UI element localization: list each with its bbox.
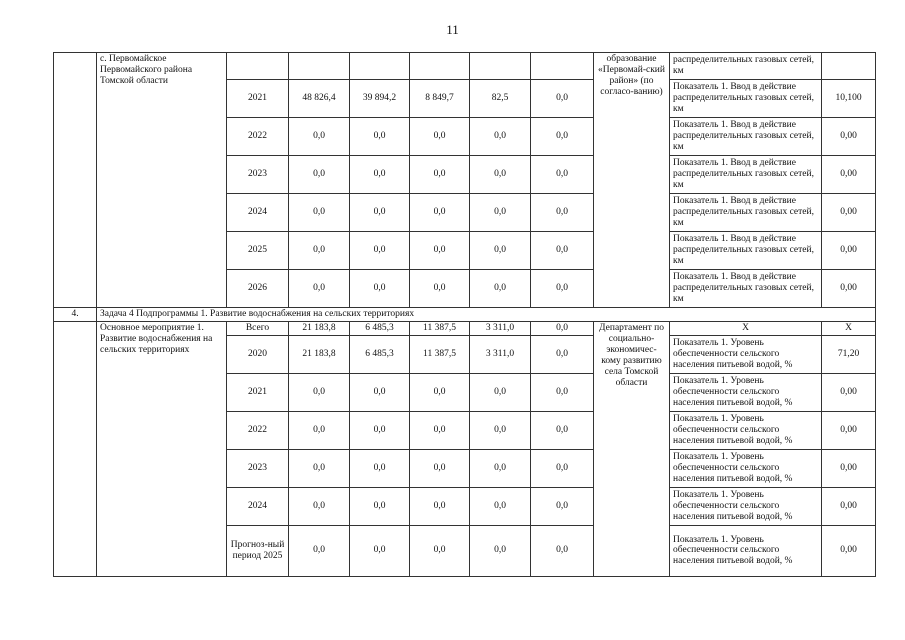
year-cell: 2024	[227, 194, 289, 232]
value-cell: 0,0	[350, 525, 410, 576]
value-cell: 0,0	[470, 487, 531, 525]
task-number: 4.	[54, 308, 97, 322]
value-cell: 0,0	[531, 156, 594, 194]
value-cell: 0,0	[531, 335, 594, 373]
value-cell: 0,0	[531, 525, 594, 576]
indicator-value-cell: 71,20	[822, 335, 876, 373]
table-row	[54, 53, 876, 80]
value-cell: 0,0	[350, 270, 410, 308]
value-cell: 0,0	[350, 156, 410, 194]
value-cell: 0,0	[470, 449, 531, 487]
value-cell: 0,0	[289, 525, 350, 576]
indicator-value-cell: 0,00	[822, 270, 876, 308]
indicator-cell: Показатель 1. Уровень обеспеченности сельского населения питьевой водой, %	[670, 525, 822, 576]
value-cell: 0,0	[531, 322, 594, 336]
indicator-value-cell: 0,00	[822, 449, 876, 487]
indicator-value-cell: 0,00	[822, 411, 876, 449]
object-cell: с. Первомайское Первомайского района Томской области	[97, 53, 227, 308]
value-cell: 0,0	[289, 449, 350, 487]
indicator-cell: Показатель 1. Ввод в действие распределительных газовых сетей, км	[670, 270, 822, 308]
value-cell: 3 311,0	[470, 322, 531, 336]
indicator-value-cell: 0,00	[822, 194, 876, 232]
value-cell: 0,0	[350, 232, 410, 270]
executor-cell: Департамент по социально-экономичес-кому развитию села Томской области	[594, 322, 670, 577]
value-cell: 0,0	[531, 449, 594, 487]
page-number: 11	[446, 22, 459, 37]
value-cell: 0,0	[289, 194, 350, 232]
value-cell: 0,0	[410, 194, 470, 232]
value-cell	[410, 53, 470, 80]
value-cell: 0,0	[470, 270, 531, 308]
task-title: Задача 4 Подпрограммы 1. Развитие водоснабжения на сельских территориях	[97, 308, 876, 322]
year-cell: 2022	[227, 411, 289, 449]
value-cell: 0,0	[350, 411, 410, 449]
year-cell: 2022	[227, 118, 289, 156]
value-cell: 0,0	[470, 525, 531, 576]
indicator-value-cell: 0,00	[822, 487, 876, 525]
value-cell: 0,0	[531, 373, 594, 411]
value-cell: 0,0	[289, 118, 350, 156]
value-cell: 0,0	[289, 156, 350, 194]
year-cell: 2024	[227, 487, 289, 525]
value-cell	[350, 53, 410, 80]
table-row	[54, 322, 876, 336]
year-cell: 2026	[227, 270, 289, 308]
year-cell: Всего	[227, 322, 289, 336]
value-cell: 0,0	[410, 156, 470, 194]
value-cell: 21 183,8	[289, 322, 350, 336]
year-cell: Прогноз-ный период 2025	[227, 525, 289, 576]
value-cell: 0,0	[531, 194, 594, 232]
value-cell: 0,0	[289, 232, 350, 270]
value-cell: 0,0	[531, 270, 594, 308]
year-cell: 2021	[227, 80, 289, 118]
executor-cell: образование «Первомай-ский район» (по согласо-ванию)	[594, 53, 670, 308]
value-cell: 0,0	[289, 373, 350, 411]
num-cell	[54, 322, 97, 577]
value-cell: 11 387,5	[410, 335, 470, 373]
value-cell: 0,0	[350, 373, 410, 411]
value-cell: 0,0	[470, 373, 531, 411]
indicator-cell: Показатель 1. Уровень обеспеченности сельского населения питьевой водой, %	[670, 335, 822, 373]
value-cell: 0,0	[531, 80, 594, 118]
value-cell: 82,5	[470, 80, 531, 118]
indicator-value-cell: 0,00	[822, 525, 876, 576]
year-cell: 2025	[227, 232, 289, 270]
value-cell: 0,0	[470, 118, 531, 156]
value-cell: 0,0	[410, 449, 470, 487]
indicator-cell: Показатель 1. Уровень обеспеченности сельского населения питьевой водой, %	[670, 373, 822, 411]
program-table	[53, 52, 876, 577]
value-cell: 0,0	[410, 487, 470, 525]
value-cell: 0,0	[470, 194, 531, 232]
indicator-cell: Показатель 1. Уровень обеспеченности сельского населения питьевой водой, %	[670, 487, 822, 525]
indicator-cell: Показатель 1. Ввод в действие распределительных газовых сетей, км	[670, 194, 822, 232]
indicator-cell: Показатель 1. Ввод в действие распределительных газовых сетей, км	[670, 156, 822, 194]
indicator-value-cell: 0,00	[822, 232, 876, 270]
value-cell: 0,0	[350, 194, 410, 232]
indicator-value-cell: 0,00	[822, 156, 876, 194]
value-cell: 0,0	[289, 487, 350, 525]
year-cell: 2023	[227, 156, 289, 194]
value-cell: 48 826,4	[289, 80, 350, 118]
indicator-value-cell: Х	[822, 322, 876, 336]
value-cell: 8 849,7	[410, 80, 470, 118]
value-cell: 0,0	[470, 232, 531, 270]
task-row	[54, 308, 876, 322]
indicator-cell: Показатель 1. Ввод в действие распределительных газовых сетей, км	[670, 232, 822, 270]
value-cell: 0,0	[410, 118, 470, 156]
value-cell: 0,0	[410, 525, 470, 576]
value-cell: 0,0	[410, 373, 470, 411]
indicator-cell: Показатель 1. Ввод в действие распределительных газовых сетей, км	[670, 118, 822, 156]
value-cell: 0,0	[531, 411, 594, 449]
value-cell: 0,0	[410, 270, 470, 308]
value-cell	[289, 53, 350, 80]
value-cell: 6 485,3	[350, 335, 410, 373]
value-cell: 0,0	[410, 232, 470, 270]
value-cell: 11 387,5	[410, 322, 470, 336]
event-cell: Основное мероприятие 1. Развитие водоснабжения на сельских территориях	[97, 322, 227, 577]
indicator-cell: Показатель 1. Ввод в действие распределительных газовых сетей, км	[670, 80, 822, 118]
indicator-value-cell: 0,00	[822, 118, 876, 156]
value-cell: 0,0	[350, 449, 410, 487]
year-cell: 2020	[227, 335, 289, 373]
indicator-value-cell: 0,00	[822, 373, 876, 411]
value-cell	[470, 53, 531, 80]
value-cell	[531, 53, 594, 80]
indicator-cell: Показатель 1. Уровень обеспеченности сельского населения питьевой водой, %	[670, 411, 822, 449]
value-cell: 0,0	[289, 411, 350, 449]
value-cell: 0,0	[350, 487, 410, 525]
indicator-cell: Показатель 1. Уровень обеспеченности сельского населения питьевой водой, %	[670, 449, 822, 487]
indicator-value-cell	[822, 53, 876, 80]
indicator-value-cell: 10,100	[822, 80, 876, 118]
value-cell: 0,0	[531, 487, 594, 525]
value-cell: 0,0	[531, 118, 594, 156]
value-cell: 0,0	[531, 232, 594, 270]
year-cell: 2023	[227, 449, 289, 487]
value-cell: 21 183,8	[289, 335, 350, 373]
year-cell	[227, 53, 289, 80]
value-cell: 3 311,0	[470, 335, 531, 373]
num-cell	[54, 53, 97, 308]
value-cell: 0,0	[410, 411, 470, 449]
indicator-cell: Х	[670, 322, 822, 336]
value-cell: 39 894,2	[350, 80, 410, 118]
value-cell: 0,0	[289, 270, 350, 308]
year-cell: 2021	[227, 373, 289, 411]
value-cell: 0,0	[470, 156, 531, 194]
value-cell: 0,0	[350, 118, 410, 156]
value-cell: 0,0	[470, 411, 531, 449]
indicator-cell: распределительных газовых сетей, км	[670, 53, 822, 80]
value-cell: 6 485,3	[350, 322, 410, 336]
